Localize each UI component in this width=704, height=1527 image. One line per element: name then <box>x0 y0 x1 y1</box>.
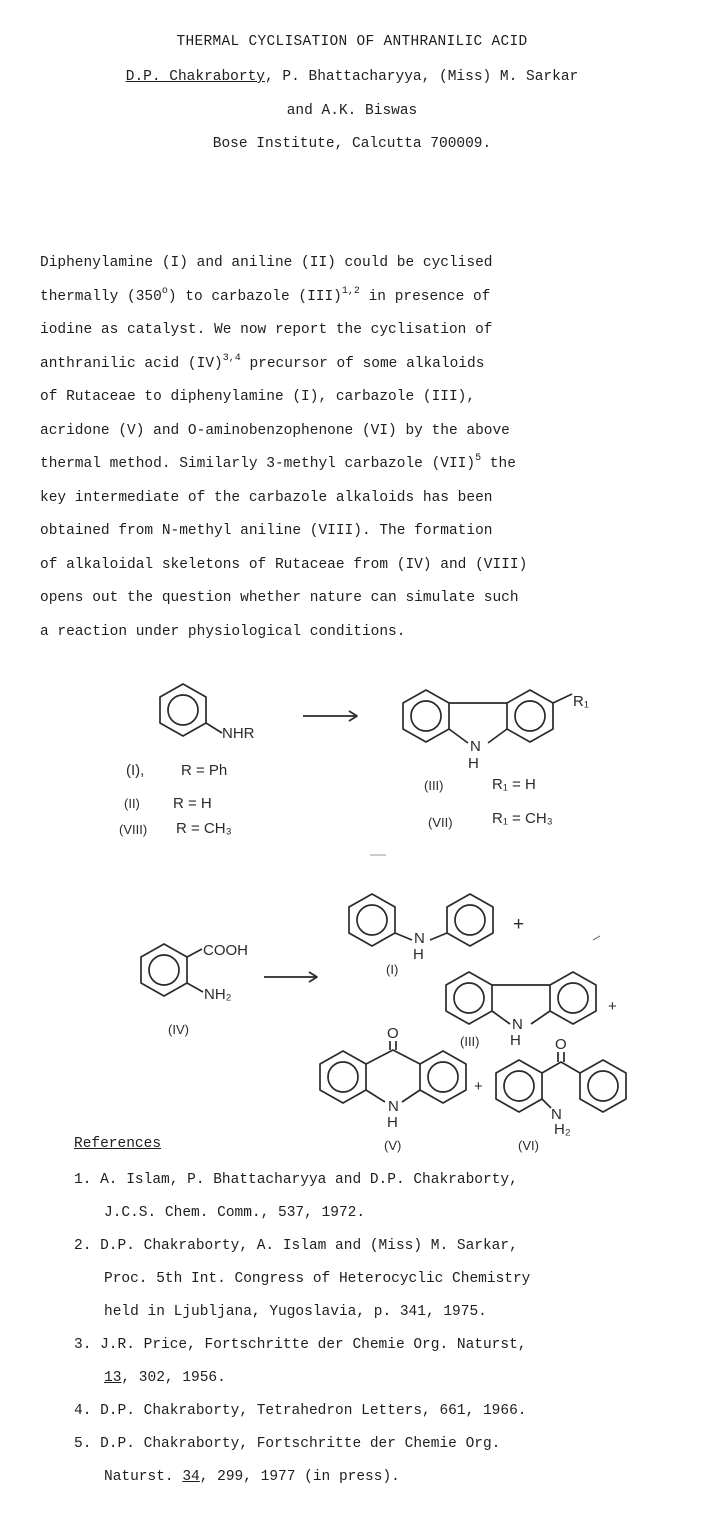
carbazole-structure-1 <box>403 690 572 743</box>
reference-text: Naturst. <box>104 1469 183 1485</box>
carbazole2-h-label: H <box>510 1032 521 1049</box>
compound-label-III-r: R₁ = H <box>492 776 536 793</box>
nh2-label: NH₂ <box>204 986 232 1003</box>
reference-list <box>74 1172 674 1502</box>
body-text-span: anthranilic acid (IV) <box>40 355 223 372</box>
body-line: opens out the question whether nature can simulate such <box>40 590 519 606</box>
paper-title: THERMAL CYCLISATION OF ANTHRANILIC ACID <box>176 34 528 50</box>
acridone-structure <box>320 1041 466 1103</box>
compound-label-VII-r: R₁ = CH₃ <box>492 810 553 827</box>
compound-label-III-scheme2: (III) <box>460 1034 480 1049</box>
plus-sign-2: + <box>608 998 617 1015</box>
carbazole2-n-label: N <box>512 1016 523 1033</box>
reference-text: , 299, 1977 (in press). <box>199 1469 400 1485</box>
body-text-span: thermal method. Similarly 3-methyl carbazole (VII) <box>40 456 476 472</box>
lead-author: D.P. Chakraborty <box>125 69 265 85</box>
reference-item-3-cont <box>74 1370 674 1403</box>
body-text-span: in presence of <box>359 288 491 305</box>
reference-item-1: 1. A. Islam, P. Bhattacharyya and D.P. Chakraborty, <box>74 1172 518 1188</box>
reference-item-3: 3. J.R. Price, Fortschritte der Chemie Org. Naturst, <box>74 1337 527 1353</box>
body-line: of alkaloidal skeletons of Rutaceae from (IV) and (VIII) <box>40 556 528 573</box>
acridone-o-label: O <box>387 1025 399 1042</box>
reaction-arrow-1 <box>303 711 357 721</box>
compound-label-II: (II) <box>124 796 140 811</box>
amine-n-label: N <box>551 1106 562 1123</box>
diphenylamine-n-label: N <box>414 930 425 947</box>
volume-number: 34 <box>182 1469 200 1485</box>
citation-sup: 1,2 <box>341 285 360 297</box>
aminobenzophenone-structure <box>496 1052 626 1112</box>
citation-sup: 5 <box>475 453 482 464</box>
reference-item-1-cont: J.C.S. Chem. Comm., 537, 1972. <box>104 1205 366 1221</box>
reference-item-5: 5. D.P. Chakraborty, Fortschritte der Chemie Org. <box>74 1436 501 1452</box>
reference-text: , 302, 1956. <box>121 1370 226 1386</box>
body-line: iodine as catalyst. We now report the cyclisation of <box>40 322 493 338</box>
reaction-arrow-2 <box>264 972 317 982</box>
body-text-span: thermally (350 <box>40 288 162 305</box>
body-text-span: ) to carbazole (III) <box>167 288 342 305</box>
compound-label-III: (III) <box>424 778 444 793</box>
reference-item-2: 2. D.P. Chakraborty, A. Islam and (Miss) M. Sarkar, <box>74 1238 518 1254</box>
plus-sign-3: + <box>474 1078 483 1095</box>
reference-item-5-cont <box>74 1469 674 1502</box>
body-line: acridone (V) and O-aminobenzophenone (VI) by the above <box>40 422 510 439</box>
r1-substituent-label: R₁ <box>573 693 589 710</box>
carbazole-h-label: H <box>468 755 479 772</box>
compound-label-VIII: (VIII) <box>119 822 148 837</box>
amine-h2-label: H₂ <box>554 1121 571 1138</box>
diphenylamine-h-label: H <box>413 946 424 963</box>
compound-label-VII: (VII) <box>428 815 453 830</box>
volume-number: 13 <box>104 1370 122 1386</box>
acridone-n-label: N <box>388 1098 399 1115</box>
plus-sign-1: + <box>513 914 525 935</box>
body-line: of Rutaceae to diphenylamine (I), carbazole (III), <box>40 389 476 405</box>
anthranilic-acid-structure <box>141 944 203 996</box>
acridone-h-label: H <box>387 1114 398 1131</box>
compound-label-I: (I), <box>126 762 145 779</box>
reference-item-4: 4. D.P. Chakraborty, Tetrahedron Letters, 661, 1966. <box>74 1403 527 1419</box>
compound-label-VIII-r: R = CH₃ <box>176 820 232 837</box>
degree-sup: o <box>161 285 168 297</box>
body-line: a reaction under physiological conditions. <box>40 623 406 640</box>
references-heading: References <box>74 1136 162 1152</box>
compound-label-VI: (VI) <box>518 1138 539 1153</box>
body-text-span: the <box>481 456 516 472</box>
compound-label-I-scheme2: (I) <box>386 962 399 977</box>
institution: Bose Institute, Calcutta 700009. <box>212 136 492 152</box>
citation-sup: 3,4 <box>222 352 241 364</box>
compound-label-V: (V) <box>384 1138 402 1153</box>
author-line-2: and A.K. Biswas <box>286 103 418 119</box>
compound-label-II-r: R = H <box>173 795 212 812</box>
body-text-span: precursor of some alkaloids <box>240 355 485 372</box>
body-line: obtained from N-methyl aniline (VIII). The formation <box>40 523 493 539</box>
carbazole-n-label: N <box>470 738 481 755</box>
compound-label-I-r: R = Ph <box>181 762 228 779</box>
body-line: Diphenylamine (I) and aniline (II) could be cyclised <box>40 255 493 271</box>
benzophenone-o-label: O <box>555 1036 567 1053</box>
cooh-label: COOH <box>203 942 248 959</box>
nhr-label: NHR <box>222 725 255 742</box>
co-authors: , P. Bhattacharyya, (Miss) M. Sarkar <box>264 69 579 85</box>
reference-item-2-cont: Proc. 5th Int. Congress of Heterocyclic Chemistry <box>104 1271 531 1287</box>
compound-label-IV: (IV) <box>168 1022 189 1037</box>
reference-item-2-cont: held in Ljubljana, Yugoslavia, p. 341, 1975. <box>104 1304 487 1320</box>
benzene-ring-nhr <box>160 684 222 736</box>
body-line: key intermediate of the carbazole alkaloids has been <box>40 489 493 506</box>
